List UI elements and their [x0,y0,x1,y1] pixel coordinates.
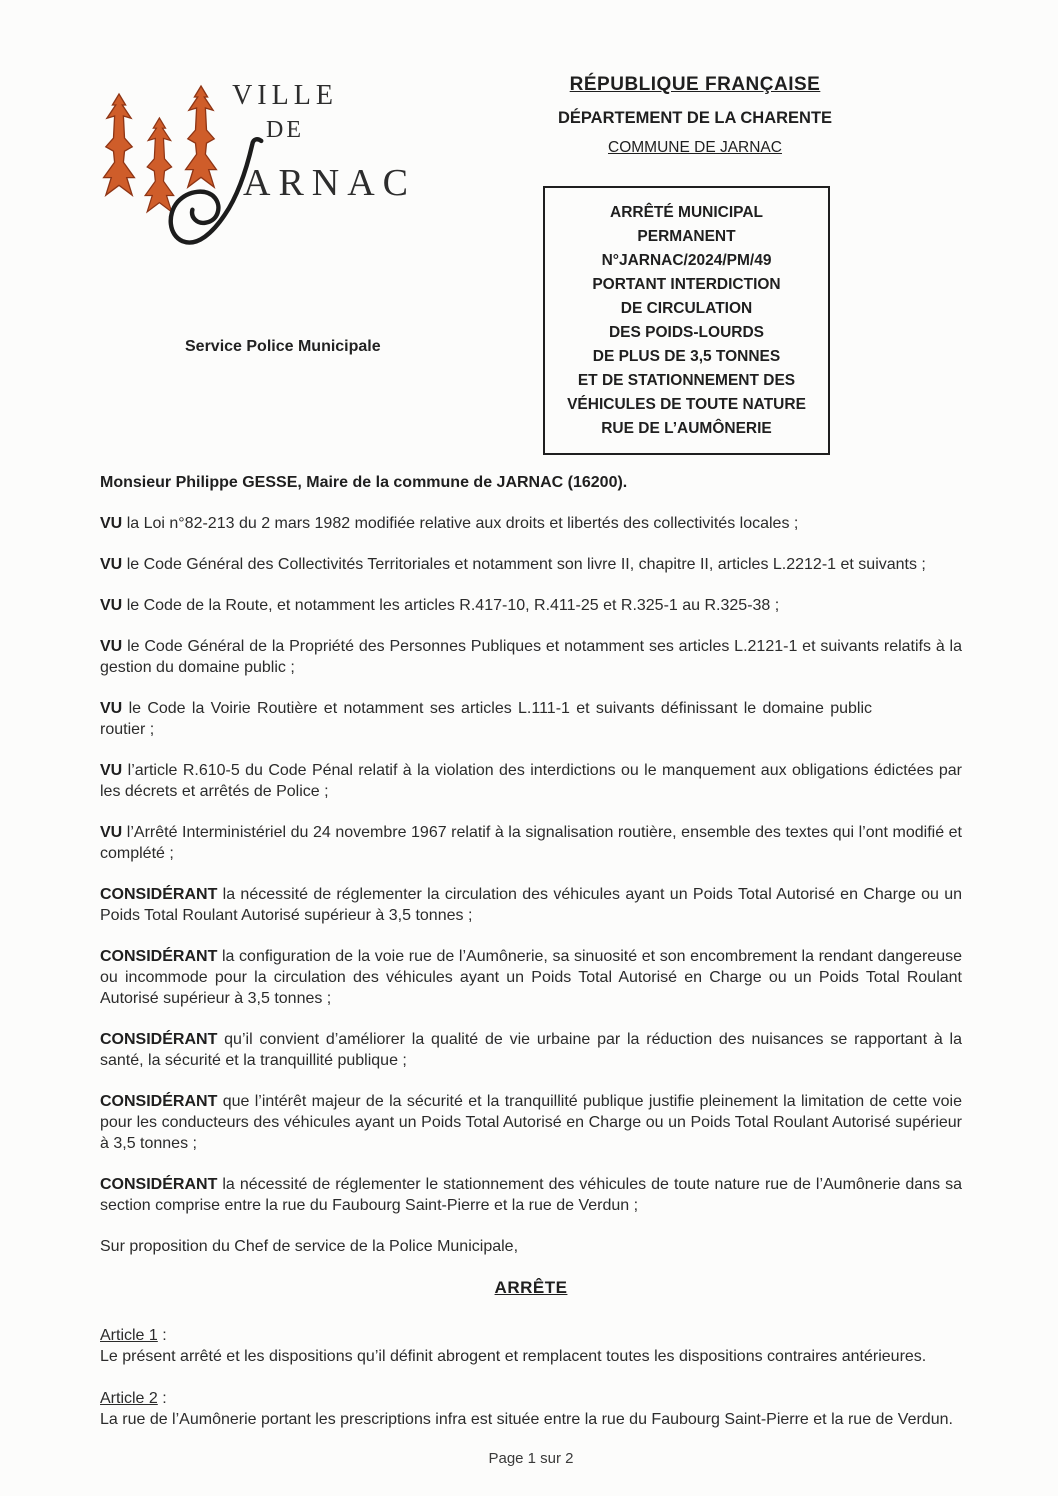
page-number-footer: Page 1 sur 2 [488,1450,574,1467]
title-box-line: ARRÊTÉ MUNICIPAL [610,203,763,221]
legal-paragraph [100,636,962,678]
paragraph-lead: VU [100,824,123,841]
legal-paragraph [100,760,962,802]
paragraph-lead: CONSIDÉRANT [100,1031,218,1048]
paragraph-text: l’article R.610-5 du Code Pénal relatif à la violation des interdictions ou le manquement aux obligations édictées par les décrets et arrêtés de Police ; [100,762,962,800]
paragraph-text: le Code de la Route, et notamment les articles R.417-10, R.411-25 et R.325-1 au R.325-38 ; [126,597,780,614]
paragraph-text: que l’intérêt majeur de la sécurité et la tranquillité publique justifie pleinement la limitation de cette voie pour les conducteurs des véhicules ayant un Poids Total Autorisé en Charge ou un Poids Total Roulant Autorisé supérieur à 3,5 tonnes ; [100,1093,962,1152]
mayor-intro-paragraph: Monsieur Philippe GESSE, Maire de la commune de JARNAC (16200). [100,474,628,491]
legal-paragraph [100,822,962,864]
title-box-line: VÉHICULES DE TOUTE NATURE [567,395,806,413]
commune-title: COMMUNE DE JARNAC [608,139,782,156]
logo-ville-text: VILLE [232,80,338,111]
legal-paragraph [100,595,962,616]
article-2-colon: : [157,1390,167,1407]
legal-paragraph [100,1174,962,1216]
paragraph-lead: VU [100,556,123,573]
paragraph-text: la nécessité de réglementer le stationnement des véhicules de toute nature rue de l’Aumônerie dans sa section comprise entre la rue du Faubourg Saint-Pierre et la rue de Verdun ; [100,1176,962,1214]
title-box-line: N°JARNAC/2024/PM/49 [601,251,772,269]
article-2-label: Article 2 [100,1390,158,1407]
paragraph-lead: VU [100,515,123,532]
legal-paragraph [100,946,962,1009]
paragraph-text: le Code Général de la Propriété des Personnes Publiques et notamment ses articles L.2121-1 et suivants relatifs à la gestion du domaine public ; [100,638,963,676]
legal-paragraph [100,513,962,534]
logo-de-text: DE [266,117,304,143]
government-header [525,74,865,157]
title-box-line: PORTANT INTERDICTION [592,275,781,293]
paragraph-text: la configuration de la voie rue de l’Aumônerie, sa sinuosité et son encombrement la rendant dangereuse ou incommode pour la circulation des véhicules ayant un Poids Total Autorisé en Charge ou un Poids Total Roulant Autorisé supérieur à 3,5 tonnes ; [100,948,962,1007]
paragraph-text: la Loi n°82-213 du 2 mars 1982 modifiée relative aux droits et libertés des collectivités locales ; [126,515,799,532]
proposition-paragraph: Sur proposition du Chef de service de la Police Municipale, [100,1238,519,1255]
title-box-line: DES POIDS-LOURDS [608,323,764,341]
logo-arnac-text: ARNAC [243,162,417,204]
decree-title-box [543,186,830,455]
paragraph-text: le Code Général des Collectivités Territoriales et notamment son livre II, chapitre II, articles L.2212-1 et suivants ; [126,556,926,573]
paragraph-lead: CONSIDÉRANT [100,1093,218,1110]
article-1-colon: : [157,1327,167,1344]
service-label: Service Police Municipale [185,338,381,355]
title-box-line: DE PLUS DE 3,5 TONNES [592,347,781,365]
title-box-line: RUE DE L’AUMÔNERIE [601,419,772,437]
paragraph-lead: VU [100,700,123,717]
paragraph-lead: CONSIDÉRANT [100,886,218,903]
legal-paragraph [100,554,962,575]
paragraph-lead: CONSIDÉRANT [100,1176,218,1193]
legal-paragraph [100,698,872,740]
article-1 [100,1325,962,1367]
legal-paragraph [100,1091,962,1154]
paragraph-text: l’Arrêté Interministériel du 24 novembre 1967 relatif à la signalisation routière, ensemble des textes qui l’ont modifié et complété ; [100,824,962,862]
article-2-text: La rue de l’Aumônerie portant les prescriptions infra est située entre la rue du Faubourg Saint-Pierre et la rue de Verdun. [100,1411,953,1428]
article-2 [100,1388,962,1430]
paragraph-lead: VU [100,762,123,779]
paragraph-lead: VU [100,638,123,655]
republic-title: RÉPUBLIQUE FRANÇAISE [569,74,821,95]
paragraph-text: le Code la Voirie Routière et notamment ses articles L.111-1 et suivants définissant le domaine public routier ; [100,700,872,738]
title-box-line: PERMANENT [637,227,736,245]
article-1-text: Le présent arrêté et les dispositions qu’il définit abrogent et remplacent toutes les dispositions contraires antérieures. [100,1348,927,1365]
title-box-line: ET DE STATIONNEMENT DES [577,371,796,389]
arrete-heading: ARRÊTE [494,1278,568,1297]
title-box-line: DE CIRCULATION [620,299,753,317]
paragraph-lead: CONSIDÉRANT [100,948,218,965]
document-body [100,472,962,1451]
paragraph-lead: VU [100,597,123,614]
article-1-label: Article 1 [100,1327,158,1344]
legal-paragraph [100,884,962,926]
department-title: DÉPARTEMENT DE LA CHARENTE [557,109,833,127]
legal-paragraph [100,1029,962,1071]
paragraph-text: qu’il convient d’améliorer la qualité de vie urbaine par la réduction des nuisances se rapportant à la santé, la sécurité et la tranquillité publique ; [100,1031,962,1069]
paragraph-text: la nécessité de réglementer la circulation des véhicules ayant un Poids Total Autorisé en Charge ou un Poids Total Roulant Autorisé supérieur à 3,5 tonnes ; [100,886,962,924]
